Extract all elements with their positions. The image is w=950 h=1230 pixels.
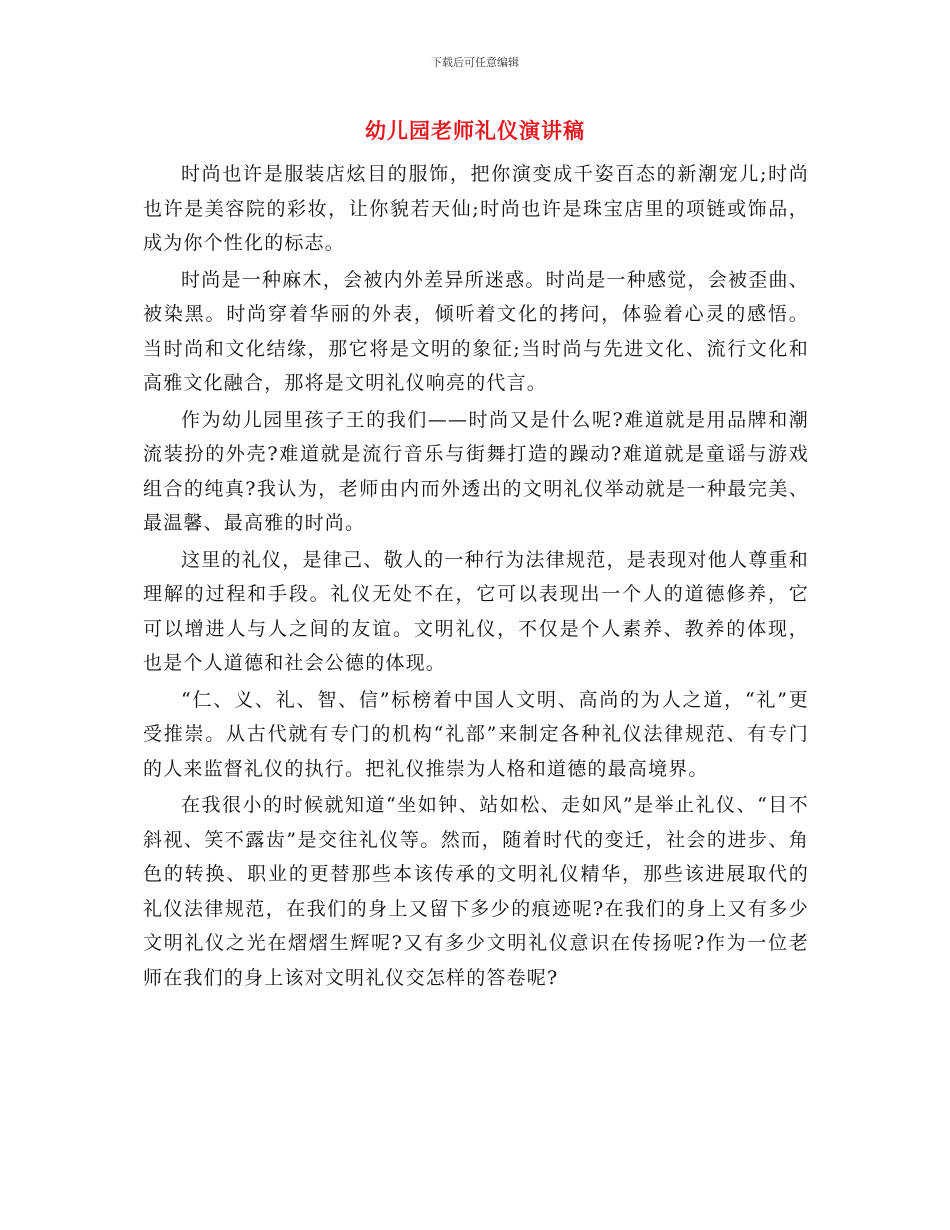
paragraph: 这里的礼仪，是律己、敬人的一种行为法律规范，是表现对他人尊重和理解的过程和手段。礼仪无处不在，它可以表现出一个人的道德修养，它可以增进人与人之间的友谊。文明礼仪，不仅是个人素养、教养的体现，也是个人道德和社会公德的体现。 bbox=[143, 548, 809, 674]
document-body bbox=[143, 157, 809, 997]
document-title: 幼儿园老师礼仪演讲稿 bbox=[365, 119, 585, 143]
paragraph: 时尚是一种麻木，会被内外差异所迷惑。时尚是一种感觉，会被歪曲、被染黑。时尚穿着华丽的外表，倾听着文化的拷问，体验着心灵的感悟。当时尚和文化结缘，那它将是文明的象征;当时尚与先进文化、流行文化和高雅文化融合，那将是文明礼仪响亮的代言。 bbox=[143, 268, 809, 394]
paragraph: 作为幼儿园里孩子王的我们——时尚又是什么呢?难道就是用品牌和潮流装扮的外壳?难道就是流行音乐与街舞打造的躁动?难道就是童谣与游戏组合的纯真?我认为，老师由内而外透出的文明礼仪举动就是一种最完美、最温馨、最高雅的时尚。 bbox=[143, 408, 809, 534]
paragraph: 在我很小的时候就知道“坐如钟、站如松、走如风”是举止礼仪、“目不斜视、笑不露齿”是交往礼仪等。然而，随着时代的变迁，社会的进步、角色的转换、职业的更替那些本该传承的文明礼仪精华，那些该进展取代的礼仪法律规范，在我们的身上又留下多少的痕迹呢?在我们的身上又有多少文明礼仪之光在熠熠生辉呢?又有多少文明礼仪意识在传扬呢?作为一位老师在我们的身上该对文明礼仪交怎样的答卷呢? bbox=[143, 794, 809, 989]
paragraph: 时尚也许是服装店炫目的服饰，把你演变成千姿百态的新潮宠儿;时尚也许是美容院的彩妆，让你貌若天仙;时尚也许是珠宝店里的项链或饰品，成为你个性化的标志。 bbox=[143, 163, 809, 254]
header-note: 下载后可任意编辑 bbox=[431, 56, 519, 69]
paragraph: “仁、义、礼、智、信”标榜着中国人文明、高尚的为人之道，“礼”更受推崇。从古代就有专门的机构“礼部”来制定各种礼仪法律规范、有专门的人来监督礼仪的执行。把礼仪推崇为人格和道德的最高境界。 bbox=[143, 688, 809, 780]
